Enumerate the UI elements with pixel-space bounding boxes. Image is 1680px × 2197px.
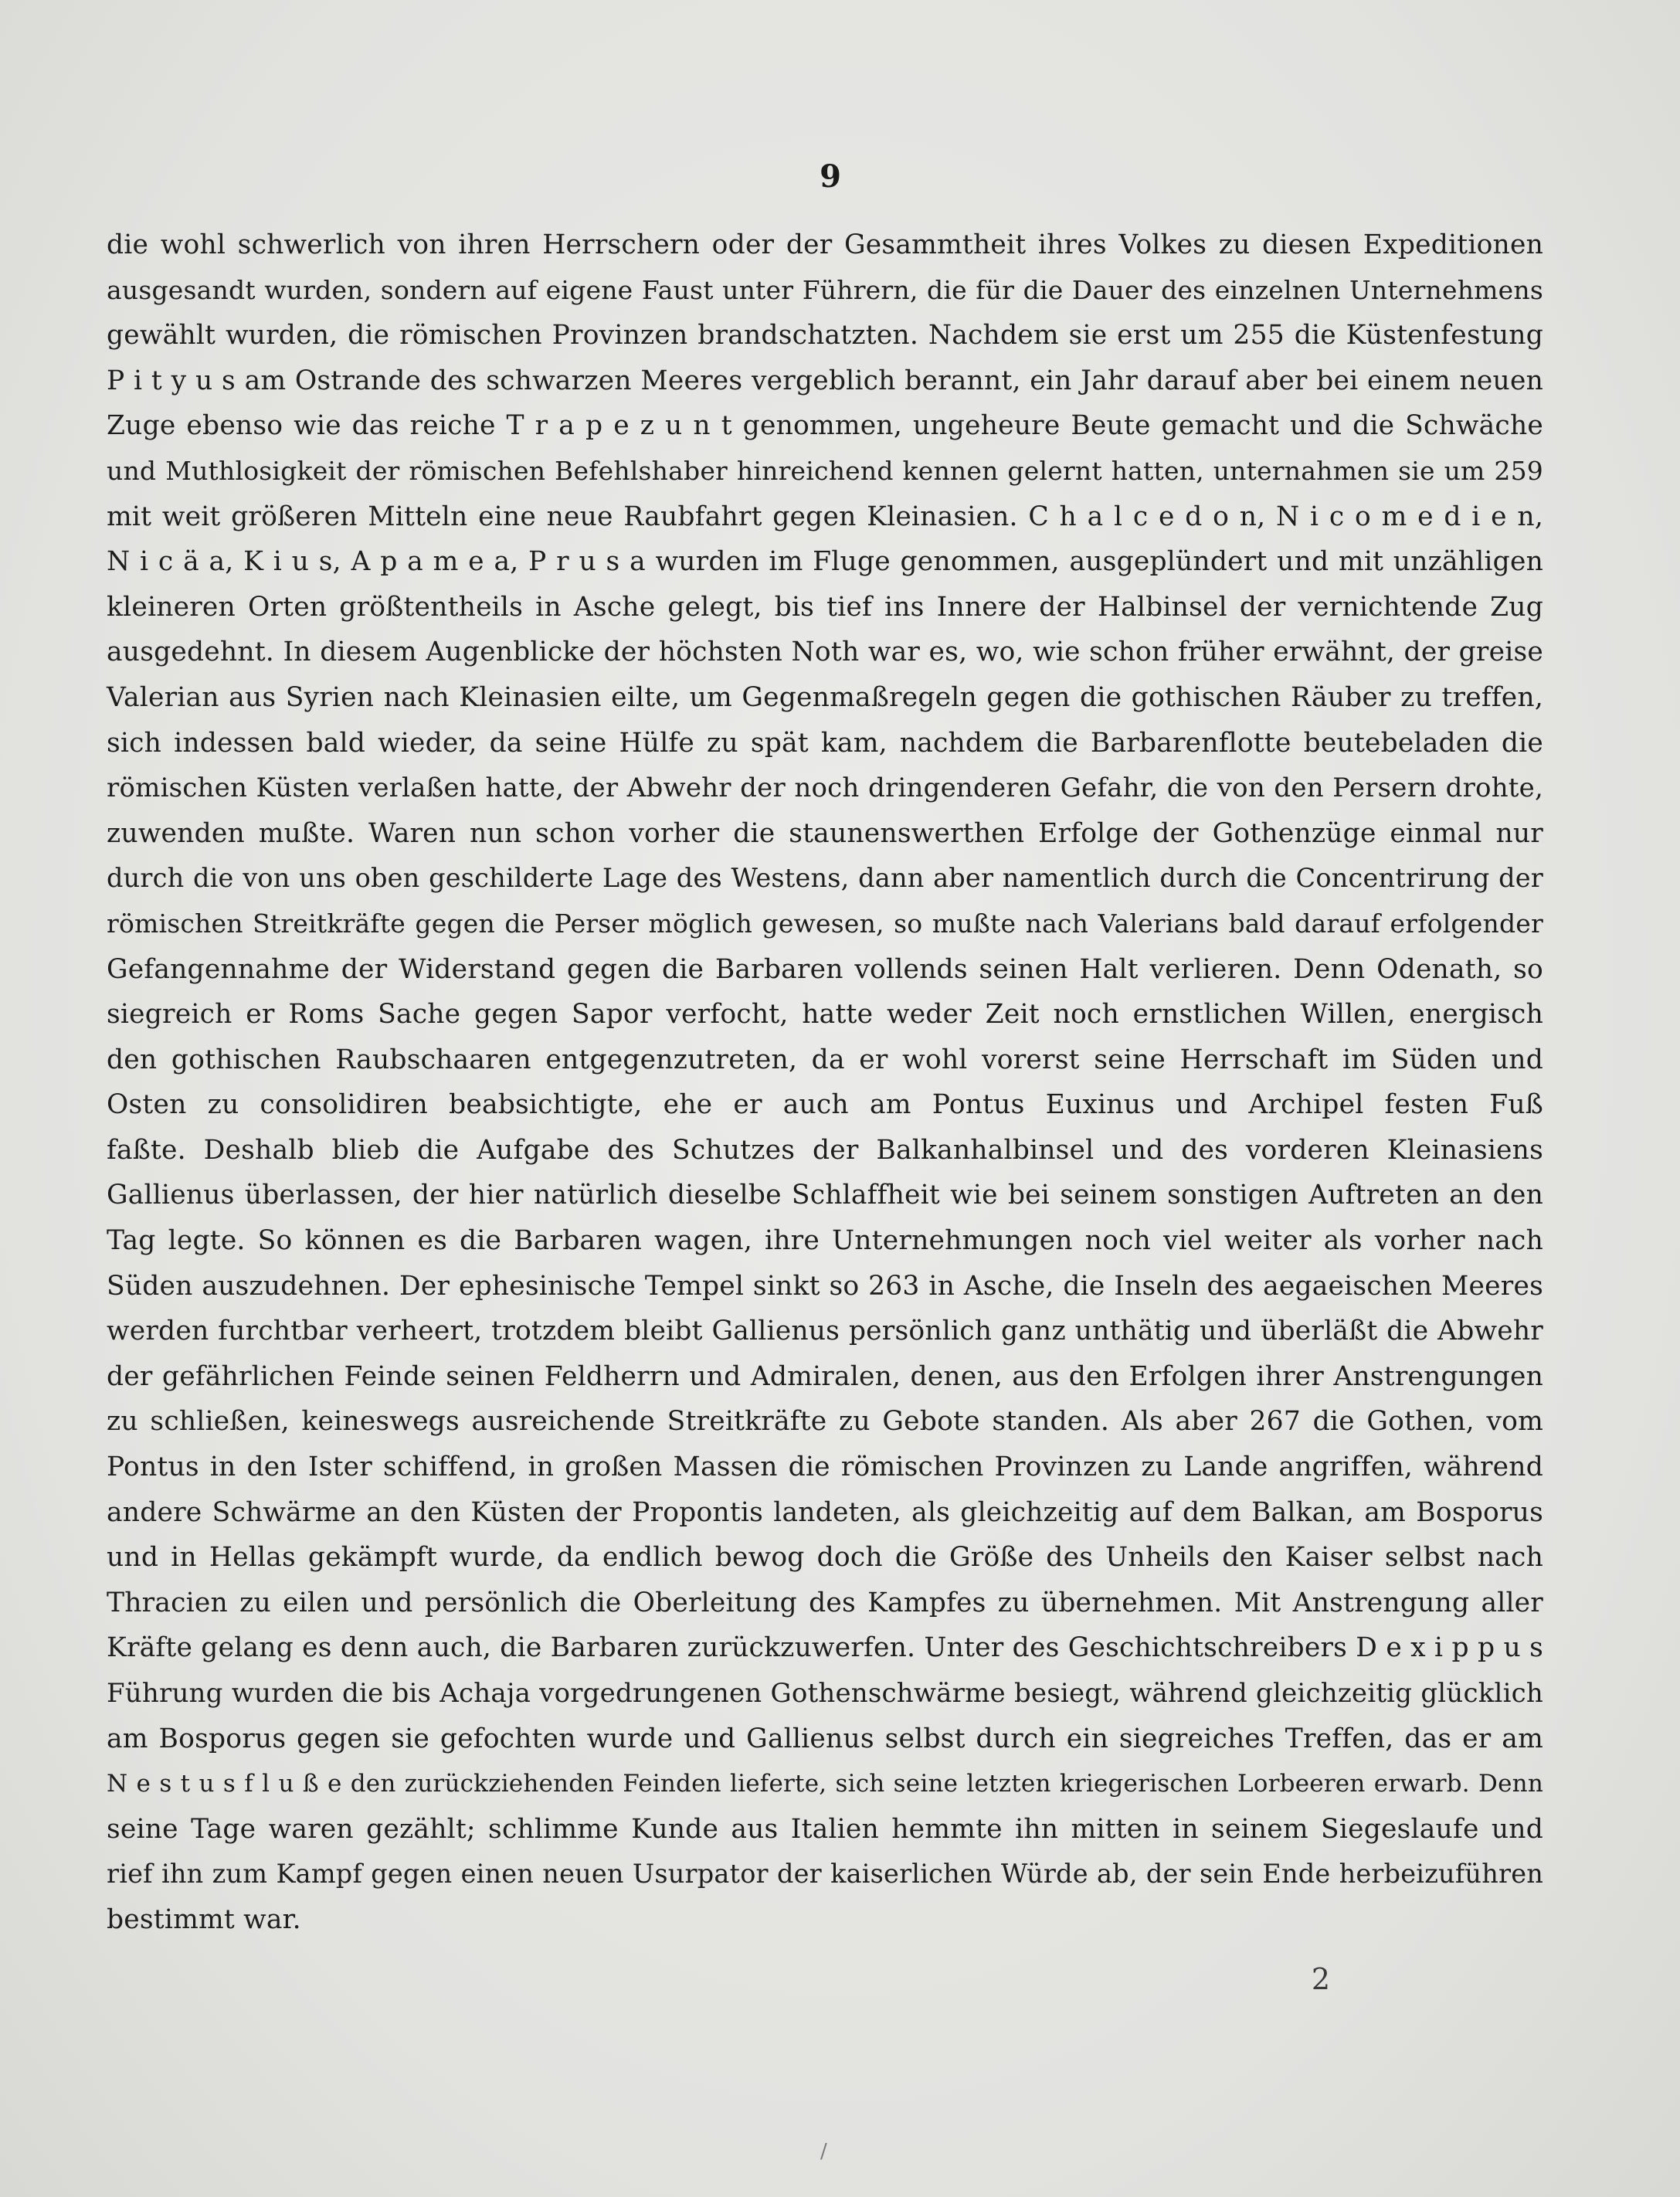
text-line: bestimmt war. xyxy=(107,1903,301,1935)
text-line: und in Hellas gekämpft wurde, da endlich bewog doch die Größe des Unheils den Kaiser selbst nach xyxy=(107,1542,1543,1574)
text-line: P i t y u s am Ostrande des schwarzen Meeres vergeblich berannt, ein Jahr darauf aber bei einem neuen xyxy=(107,365,1543,396)
body-text xyxy=(107,222,1543,1943)
text-line: und Muthlosigkeit der römischen Befehlshaber hinreichend kennen gelernt hatten, unternahmen sie um 259 xyxy=(107,455,1543,486)
text-line: rief ihn zum Kampf gegen einen neuen Usurpator der kaiserlichen Würde ab, der sein Ende herbeizuführen xyxy=(107,1859,1543,1890)
text-line: die wohl schwerlich von ihren Herrschern oder der Gesammtheit ihres Volkes zu diesen Expeditionen xyxy=(107,229,1543,260)
text-line: faßte. Deshalb blieb die Aufgabe des Schutzes der Balkanhalbinsel und des vorderen Kleinasiens xyxy=(107,1134,1543,1166)
text-line: Thracien zu eilen und persönlich die Oberleitung des Kampfes zu übernehmen. Mit Anstrengung aller xyxy=(107,1587,1543,1618)
signature-mark: 2 xyxy=(1311,1962,1331,1996)
text-line: ausgesandt wurden, sondern auf eigene Faust unter Führern, die für die Dauer des einzelnen Unternehmens xyxy=(107,274,1543,305)
text-line: Kräfte gelang es denn auch, die Barbaren zurückzuwerfen. Unter des Geschichtschreibers D e x i p p u s xyxy=(107,1632,1543,1664)
text-line: zuwenden mußte. Waren nun schon vorher die staunenswerthen Erfolge der Gothenzüge einmal nur xyxy=(107,817,1543,849)
text-line: Zuge ebenso wie das reiche T r a p e z u n t genommen, ungeheure Beute gemacht und die Schwäche xyxy=(107,410,1543,442)
text-line: Führung wurden die bis Achaja vorgedrungenen Gothenschwärme besiegt, während gleichzeitig glücklich xyxy=(107,1678,1543,1709)
text-line: ausgedehnt. In diesem Augenblicke der höchsten Noth war es, wo, wie schon früher erwähnt, der greise xyxy=(107,637,1543,668)
text-line: am Bosporus gegen sie gefochten wurde und Gallienus selbst durch ein siegreiches Treffen, das er am xyxy=(107,1723,1543,1754)
text-line: sich indessen bald wieder, da seine Hülfe zu spät kam, nachdem die Barbarenflotte beutebeladen die xyxy=(107,727,1543,759)
text-line: Osten zu consolidiren beabsichtigte, ehe er auch am Pontus Euxinus und Archipel festen Fuß xyxy=(107,1089,1543,1121)
text-line: mit weit größeren Mitteln eine neue Raubfahrt gegen Kleinasien. C h a l c e d o n, N i c o m e d i e n, xyxy=(107,501,1543,532)
text-line: siegreich er Roms Sache gegen Sapor verfocht, hatte weder Zeit noch ernstlichen Willen, energisch xyxy=(107,999,1543,1031)
text-line: zu schließen, keineswegs ausreichende Streitkräfte zu Gebote standen. Als aber 267 die Gothen, vom xyxy=(107,1406,1543,1438)
text-line: Tag legte. So können es die Barbaren wagen, ihre Unternehmungen noch viel weiter als vorher nach xyxy=(107,1225,1543,1257)
text-line: durch die von uns oben geschilderte Lage des Westens, dann aber namentlich durch die Concentrirung der xyxy=(107,863,1543,894)
text-line: andere Schwärme an den Küsten der Propontis landeten, als gleichzeitig auf dem Balkan, am Bosporus xyxy=(107,1496,1543,1528)
text-line: gewählt wurden, die römischen Provinzen brandschatzten. Nachdem sie erst um 255 die Küstenfestung xyxy=(107,320,1543,351)
text-line: Valerian aus Syrien nach Kleinasien eilte, um Gegenmaßregeln gegen die gothischen Räuber zu treffen, xyxy=(107,681,1543,713)
text-line: N i c ä a, K i u s, A p a m e a, P r u s a wurden im Fluge genommen, ausgeplündert und mit unzähligen xyxy=(107,546,1543,578)
text-line: Süden auszudehnen. Der ephesinische Tempel sinkt so 263 in Asche, die Inseln des aegaeischen Meeres xyxy=(107,1270,1543,1302)
text-line: Pontus in den Ister schiffend, in großen Massen die römischen Provinzen zu Lande angriffen, während xyxy=(107,1452,1543,1483)
page-number: 9 xyxy=(820,158,841,195)
text-line: römischen Küsten verlaßen hatte, der Abwehr der noch dringenderen Gefahr, die von den Persern drohte, xyxy=(107,773,1543,804)
text-line: seine Tage waren gezählt; schlimme Kunde aus Italien hemmte ihn mitten in seinem Siegeslaufe und xyxy=(107,1813,1543,1845)
text-line: Gallienus überlassen, der hier natürlich dieselbe Schlaffheit wie bei seinem sonstigen Auftreten an den xyxy=(107,1180,1543,1211)
text-line: werden furchtbar verheert, trotzdem bleibt Gallienus persönlich ganz unthätig und überläßt die Abwehr xyxy=(107,1316,1543,1347)
text-line: den gothischen Raubschaaren entgegenzutreten, da er wohl vorerst seine Herrschaft im Süden und xyxy=(107,1044,1543,1075)
text-line: der gefährlichen Feinde seinen Feldherrn und Admiralen, denen, aus den Erfolgen ihrer Anstrengungen xyxy=(107,1360,1543,1392)
text-line: römischen Streitkräfte gegen die Perser möglich gewesen, so mußte nach Valerians bald darauf erfolgender xyxy=(107,908,1543,939)
text-line: N e s t u s f l u ß e den zurückziehenden Feinden lieferte, sich seine letzten kriegerischen Lorbeeren erwarb. Denn xyxy=(107,1770,1543,1798)
stray-mark: / xyxy=(820,2140,827,2163)
text-line: Gefangennahme der Widerstand gegen die Barbaren vollends seinen Halt verlieren. Denn Odenath, so xyxy=(107,953,1543,985)
text-line: kleineren Orten größtentheils in Asche gelegt, bis tief ins Innere der Halbinsel der vernichtende Zug xyxy=(107,591,1543,623)
